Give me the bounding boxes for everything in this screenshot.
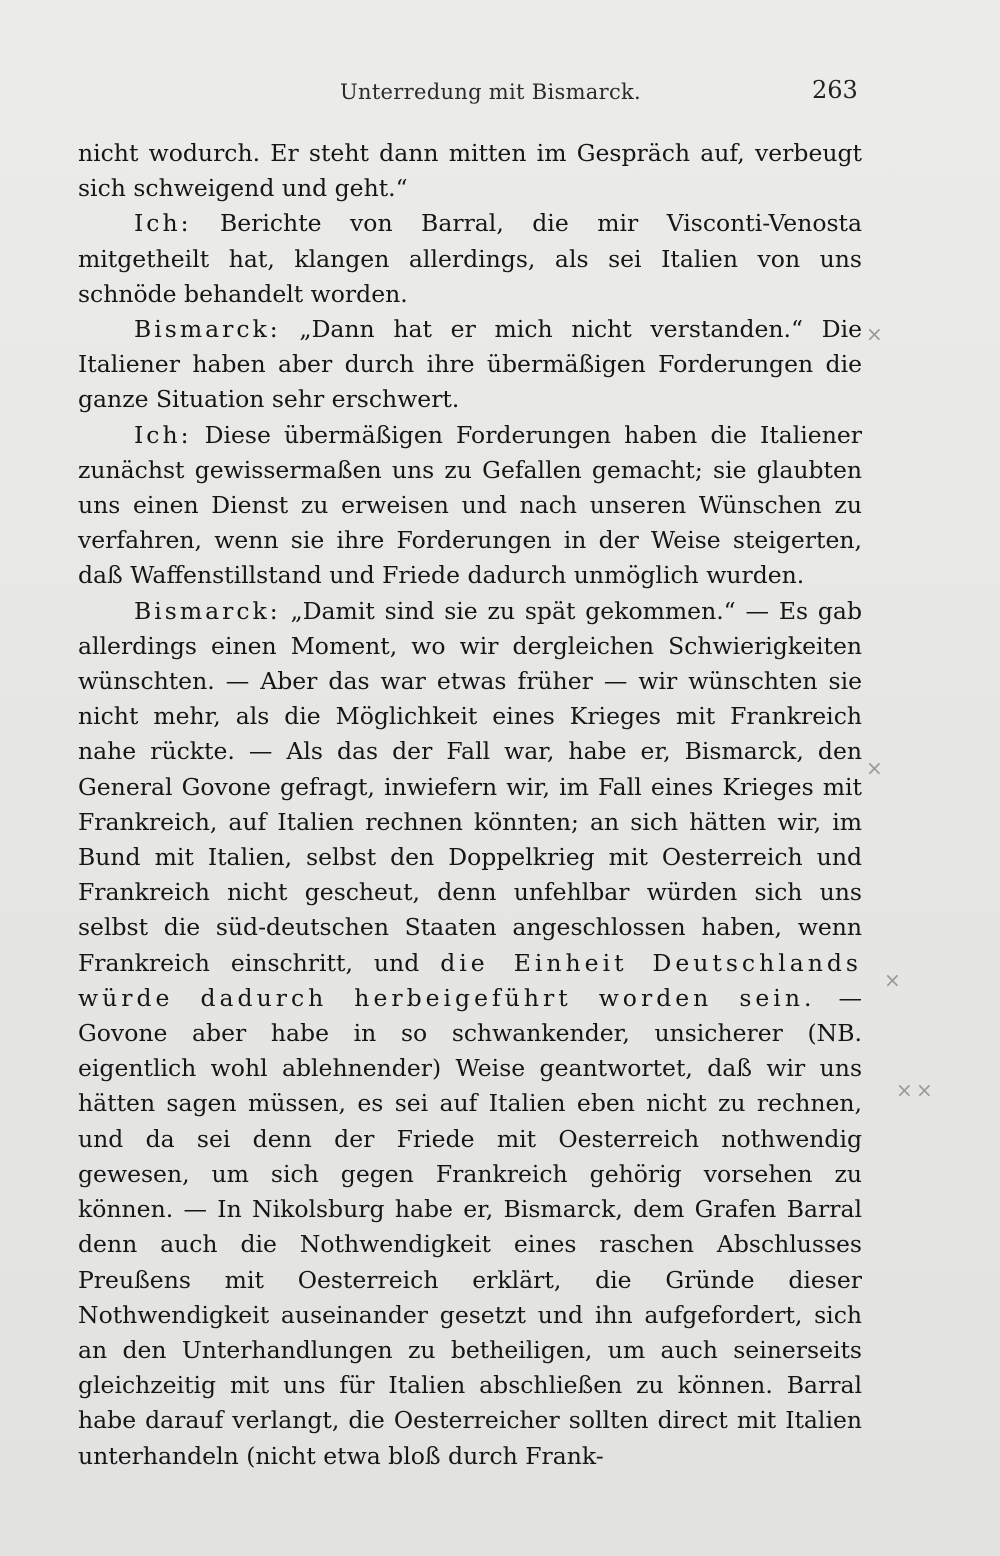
paragraph-text: nicht wodurch. Er steht dann mitten im Gespräch auf, verbeugt sich schweigend und geht.“ xyxy=(78,139,862,203)
paragraph-text: „Damit sind sie zu spät gekommen.“ — Es gab allerdings einen Moment, wo wir dergleichen Schwierigkeiten wünschten. — Aber das war etwas früher — wir wünschten sie nicht mehr, als die Möglichkeit eines Krieges mit Frankreich nahe rückte. — Als das der Fall war, habe er, Bismarck, den General Govone gefragt, inwiefern wir, im Fall eines Krieges mit Frankreich, auf Italien rechnen könnten; an sich hätten wir, im Bund mit Italien, selbst den Doppelkrieg mit Oesterreich und Frankreich nicht gescheut, denn unfehlbar würden sich uns selbst die süd-deutschen Staaten angeschlossen haben, wenn Frankreich einschritt, und xyxy=(78,596,862,977)
paragraph xyxy=(78,136,862,206)
paragraph xyxy=(78,206,862,312)
body-text xyxy=(78,136,862,1474)
emphasized-text: die Einheit Deutschlands würde dadurch herbeigeführt worden sein. xyxy=(78,948,862,1012)
speaker-label: Bismarck: xyxy=(134,315,281,344)
margin-mark: × xyxy=(884,968,901,992)
speaker-label: Ich: xyxy=(134,420,192,449)
margin-mark: × xyxy=(866,756,883,780)
paragraph-text: Berichte von Barral, die mir Visconti-Venosta mitgetheilt hat, klangen allerdings, als sei Italien von uns schnöde behandelt worden. xyxy=(78,209,862,308)
paragraph xyxy=(78,418,862,594)
paragraph-text: — Govone aber habe in so schwankender, unsicherer (NB. eigentlich wohl ablehnender) Weise geantwortet, daß wir uns hätten sagen müssen, es sei auf Italien eben nicht zu rechnen, und da sei denn der Friede mit Oesterreich nothwendig gewesen, um sich gegen Frankreich gehörig vorsehen zu können. — In Nikolsburg habe er, Bismarck, dem Grafen Barral denn auch die Nothwendigkeit eines raschen Abschlusses Preußens mit Oesterreich erklärt, die Gründe dieser Nothwendigkeit auseinander gesetzt und ihn aufgefordert, sich an den Unterhandlungen zu betheiligen, um auch seinerseits gleichzeitig mit uns für Italien abschließen zu können. Barral habe darauf verlangt, die Oesterreicher sollten direct mit Italien unterhandeln (nicht etwa bloß durch Frank- xyxy=(78,983,862,1470)
paragraph-text: „Dann hat er mich nicht verstanden.“ Die Italiener haben aber durch ihre übermäßigen Forderungen die ganze Situation sehr erschwert. xyxy=(78,315,862,414)
margin-mark: × xyxy=(896,1078,913,1102)
margin-mark: × xyxy=(916,1078,933,1102)
running-head: Unterredung mit Bismarck. xyxy=(340,80,642,104)
paragraph xyxy=(78,594,862,1474)
paragraph-text: Diese übermäßigen Forderungen haben die Italiener zunächst gewissermaßen uns zu Gefallen gemacht; sie glaubten uns einen Dienst zu erweisen und nach unseren Wünschen zu verfahren, wenn sie ihre Forderungen in der Weise steigerten, daß Waffenstillstand und Friede dadurch unmöglich wurden. xyxy=(78,420,862,590)
margin-mark: × xyxy=(866,322,883,346)
paragraph xyxy=(78,312,862,418)
speaker-label: Ich: xyxy=(134,209,192,238)
page-number: 263 xyxy=(812,76,858,104)
speaker-label: Bismarck: xyxy=(134,596,281,625)
